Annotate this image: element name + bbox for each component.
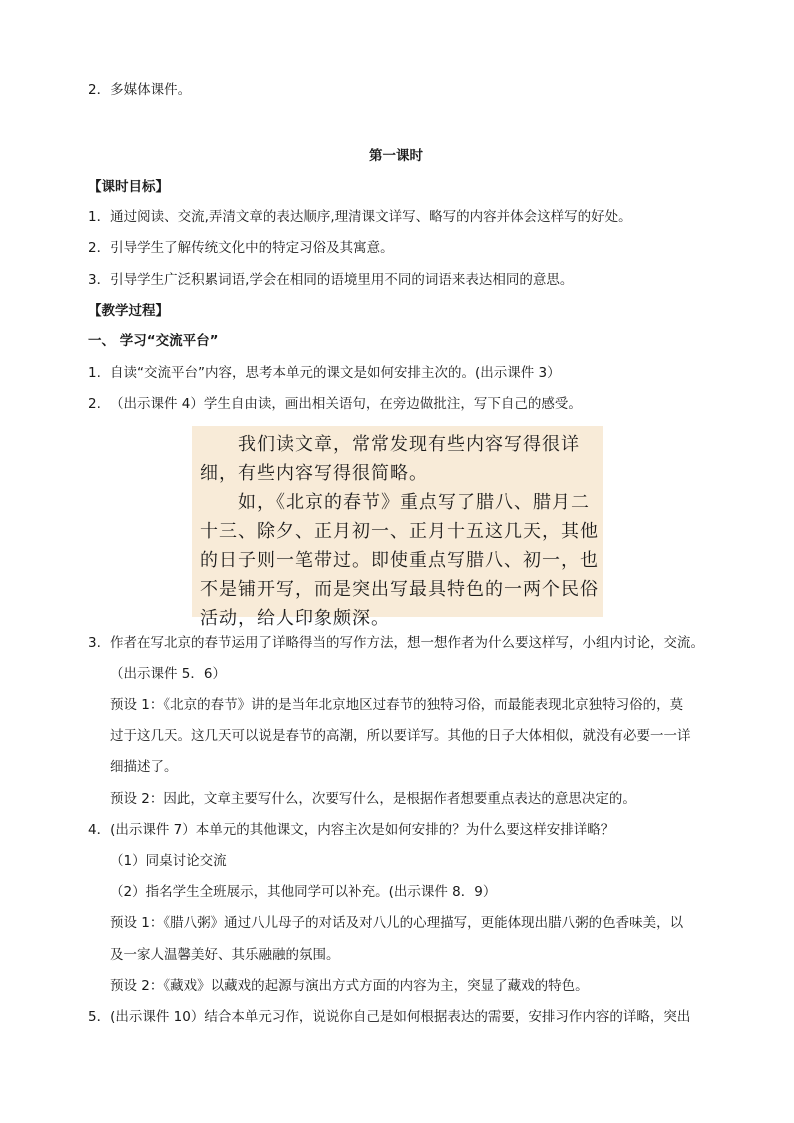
- excerpt-line: 十三、除夕、正月初一、正月十五这几天，其他: [200, 521, 599, 542]
- objectives-heading: 【课时目标】: [88, 179, 169, 195]
- excerpt-line: 活动，给人印象颇深。: [200, 608, 390, 629]
- step-3-text: 作者在写北京的春节运用了详略得当的写作方法，想一想作者为什么要这样写，小组内讨论，交流。: [110, 635, 704, 651]
- step-4-preset-1-line: 及一家人温馨美好、其乐融融的氛围。: [110, 947, 340, 963]
- process-heading: 【教学过程】: [88, 303, 169, 319]
- excerpt-line: 的日子则一笔带过。即使重点写腊八、初一，也: [200, 550, 599, 571]
- section-1-heading: 一、 学习“交流平台”: [88, 333, 219, 349]
- step-4-preset-2: 预设 2：《藏戏》以藏戏的起源与演出方式方面的内容为主，突显了藏戏的特色。: [110, 978, 589, 994]
- step-4-sub-2: （2）指名学生全班展示，其他同学可以补充。(出示课件 8．9）: [110, 884, 497, 900]
- objective-2: 2．引导学生了解传统文化中的特定习俗及其寓意。: [88, 240, 394, 256]
- lesson-title: 第一课时: [369, 148, 423, 164]
- step-3-preset-1-line: 细描述了。: [110, 759, 178, 775]
- excerpt-line: 我们读文章，常常发现有些内容写得很详: [200, 434, 580, 455]
- step-3-preset-2: 预设 2：因此，文章主要写什么，次要写什么，是根据作者想要重点表达的意思决定的。: [110, 791, 636, 807]
- step-2-text: （出示课件 4）学生自由读，画出相关语句，在旁边做批注，写下自己的感受。: [110, 396, 582, 412]
- excerpt-line: 不是铺开写，而是突出写最具特色的一两个民俗: [200, 579, 599, 600]
- textbook-excerpt-image: [192, 426, 603, 629]
- excerpt-line: 细，有些内容写得很简略。: [200, 463, 428, 484]
- step-1-number: 1.: [88, 365, 101, 381]
- step-1-text: 自读“交流平台”内容，思考本单元的课文是如何安排主次的。(出示课件 3）: [110, 365, 561, 381]
- step-3-preset-1-line: 过于这几天。这几天可以说是春节的高潮，所以要详写。其他的日子大体相似，就没有必要一一详: [110, 728, 691, 744]
- step-4-text: 4．(出示课件 7）本单元的其他课文，内容主次是如何安排的？为什么要这样安排详略？: [88, 822, 615, 838]
- step-5-text: 5．(出示课件 10）结合本单元习作，说说你自己是如何根据表达的需要，安排习作内容的详略，突出: [88, 1009, 691, 1025]
- step-3-courseware: （出示课件 5．6）: [110, 666, 226, 682]
- step-4-sub-1: （1）同桌讨论交流: [110, 853, 227, 869]
- excerpt-line: 如，《北京的春节》重点写了腊八、腊月二: [200, 492, 590, 513]
- step-2-number: 2.: [88, 396, 101, 412]
- objective-1: 1．通过阅读、交流,弄清文章的表达顺序,理清课文详写、略写的内容并体会这样写的好处。: [88, 209, 632, 225]
- step-3-number: 3.: [88, 635, 101, 651]
- step-4-preset-1-line: 预设 1：《腊八粥》通过八儿母子的对话及对八儿的心理描写，更能体现出腊八粥的色香味美，以: [110, 915, 684, 931]
- step-3-preset-1-line: 预设 1：《北京的春节》讲的是当年北京地区过春节的独特习俗，而最能表现北京独特习俗的，莫: [110, 697, 684, 713]
- materials-item-2: 2．多媒体课件。: [88, 82, 192, 98]
- objective-3: 3．引导学生广泛积累词语,学会在相同的语境里用不同的词语来表达相同的意思。: [88, 272, 574, 288]
